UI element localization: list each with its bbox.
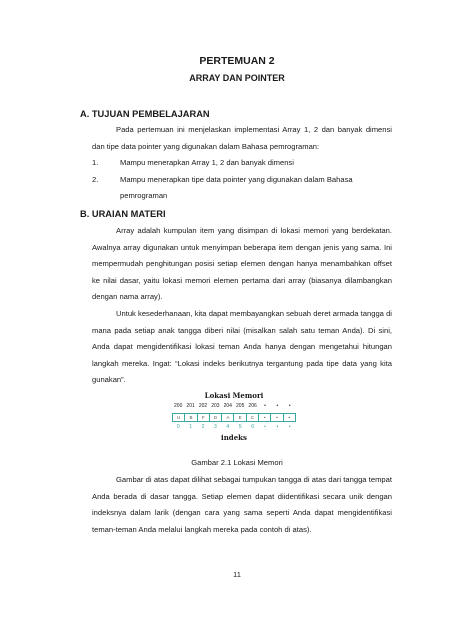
page-subtitle: ARRAY DAN POINTER <box>189 73 285 83</box>
section-b-paragraph-1 <box>92 223 392 306</box>
array-index: 1 <box>189 424 192 430</box>
section-b-paragraph-2-text: Untuk kesederhanaan, kita dapat membayangkan sebuah deret armada tangga di mana pada setiap anak tangga diberi nilai (misalkan salah satu teman Anda). Di sini, Anda dapat mengidentifikasi lokasi teman Anda hanya dengan mengetahui hitungan langkah mereka. Ingat: “Lokasi indeks berikutnya tergantung pada tipe data yang kita gunakan”. <box>92 309 392 384</box>
memory-address: 206 <box>248 403 257 409</box>
figure-caption: Gambar 2.1 Lokasi Memori <box>191 458 283 467</box>
array-cell: B <box>185 414 197 421</box>
array-cell: F <box>198 414 210 421</box>
memory-address: 203 <box>211 403 220 409</box>
array-index: 4 <box>226 424 230 430</box>
array-index: • <box>276 424 279 430</box>
array-index: 3 <box>214 424 217 430</box>
array-cells <box>172 413 296 422</box>
array-index: • <box>264 424 266 430</box>
array-cell: E <box>234 414 246 421</box>
memory-address: • <box>264 403 266 409</box>
array-index: 5 <box>238 424 242 430</box>
section-b-paragraph-3 <box>92 472 392 538</box>
section-a-paragraph-text: Pada pertemuan ini menjelaskan implementasi Array 1, 2 dan banyak dimensi dan tipe data pointer yang digunakan dalam Bahasa pemrograman: <box>92 125 392 151</box>
page-title: PERTEMUAN 2 <box>199 55 275 67</box>
page-number: 11 <box>233 570 241 579</box>
figure-index-label: indeks <box>221 433 247 442</box>
array-cell: • <box>288 415 291 420</box>
array-cell: D <box>210 414 222 421</box>
list-item-text: Mampu menerapkan Array 1, 2 dan banyak dimensi <box>120 158 294 167</box>
array-cell: C <box>247 414 259 421</box>
objectives-list <box>92 155 392 205</box>
memory-address: 200 <box>174 403 183 409</box>
array-index: 2 <box>201 424 205 430</box>
array-cell: • <box>271 414 283 421</box>
list-item-number: 2. <box>92 174 99 184</box>
figure-title: Lokasi Memori <box>204 391 264 400</box>
memory-address: • <box>288 403 291 409</box>
memory-location-figure <box>172 391 296 455</box>
list-item-number: 1. <box>92 158 99 167</box>
section-b-paragraph-1-text: Array adalah kumpulan item yang disimpan di lokasi memori yang berdekatan. Awalnya array digunakan untuk menyimpan beberapa item dengan jenis yang sama. Ini mempermudah penghitungan posisi setiap elemen dengan hanya menambahkan offset ke nilai dasar, yaitu lokasi memori elemen pertama dari array (biasanya dilambangkan dengan nama array). <box>92 226 392 301</box>
index-row <box>172 424 296 432</box>
address-row <box>172 403 296 411</box>
memory-address: 205 <box>236 403 245 409</box>
array-index: • <box>288 424 291 430</box>
section-a-heading: A. TUJUAN PEMBELAJARAN <box>80 109 210 119</box>
array-cell: U <box>173 414 185 421</box>
list-item <box>92 155 392 172</box>
section-b-heading: B. URAIAN MATERI <box>80 209 166 219</box>
list-item-text: Mampu menerapkan tipe data pointer yang digunakan dalam Bahasa pemrograman <box>120 174 353 200</box>
memory-address: 202 <box>198 403 208 409</box>
memory-address: 204 <box>223 403 232 409</box>
section-b-paragraph-2 <box>92 306 392 389</box>
list-item <box>92 172 392 205</box>
array-index: 6 <box>251 424 254 430</box>
array-cell: A <box>222 414 234 421</box>
section-b-paragraph-3-text: Gambar di atas dapat dilihat sebagai tumpukan tangga di atas dari tangga tempat Anda berada di dasar tangga. Setiap elemen dapat diidentifikasi secara unik dengan indeksnya dalam larik (dengan cara yang sama seperti Anda dapat mengidentifikasi teman-teman Anda melalui langkah mereka pada contoh di atas). <box>92 475 392 534</box>
memory-address: • <box>276 403 279 409</box>
array-cell: • <box>259 414 271 421</box>
array-index: 0 <box>176 424 180 430</box>
memory-address: 201 <box>186 403 195 409</box>
section-a-paragraph <box>92 122 392 155</box>
